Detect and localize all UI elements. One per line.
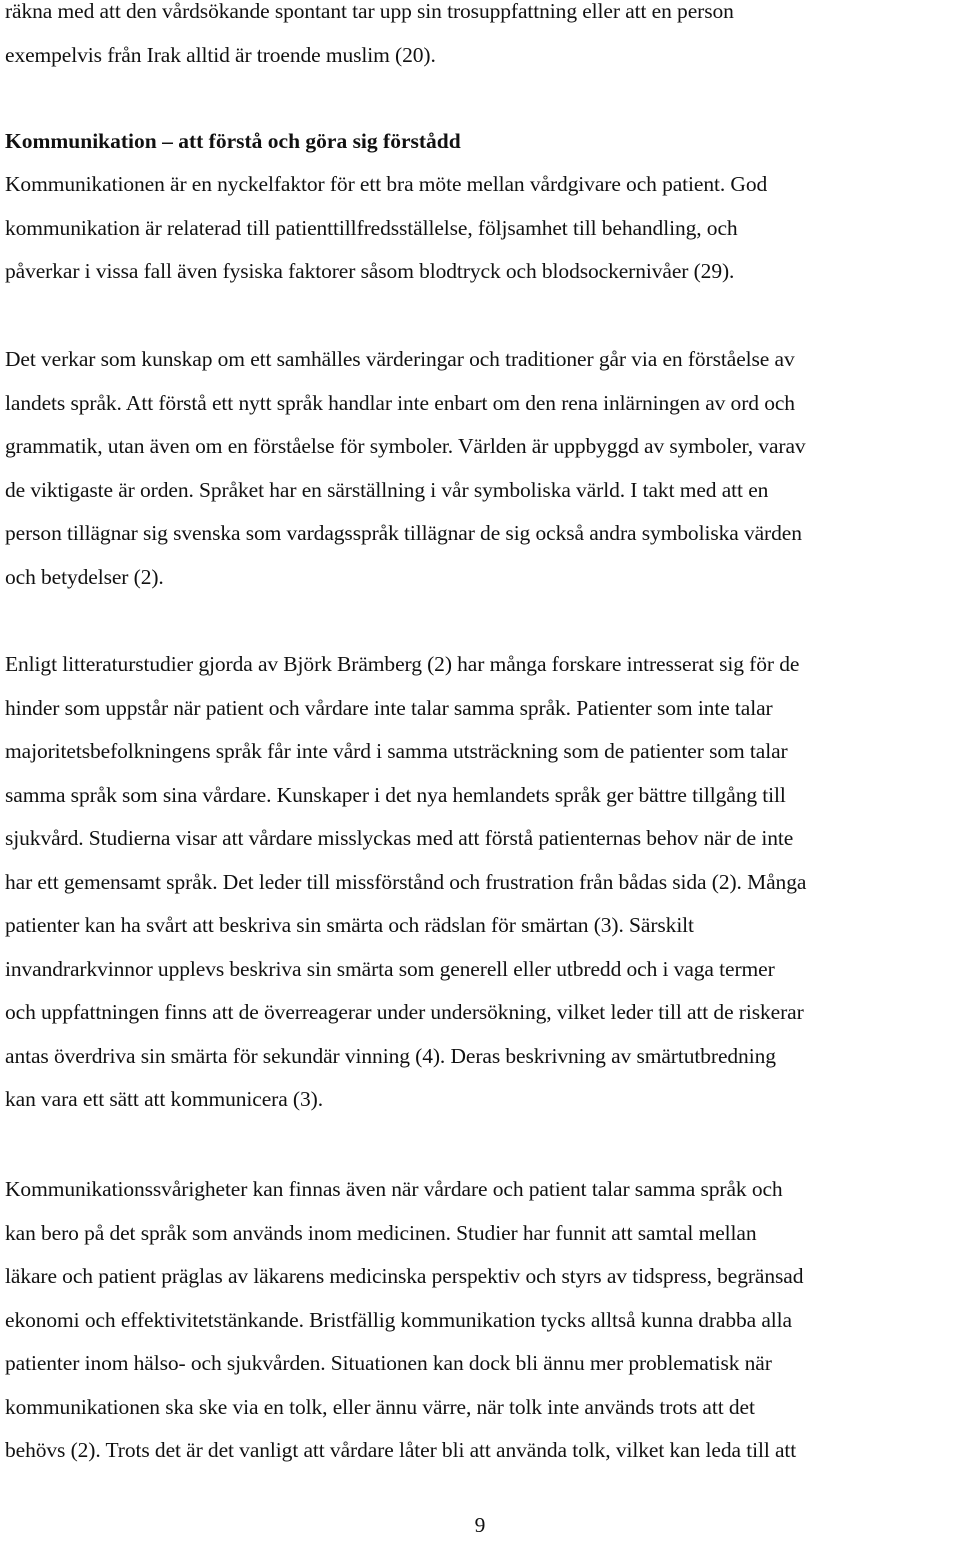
text-line: de viktigaste är orden. Språket har en särställning i vår symboliska värld. I takt med att en — [5, 477, 769, 502]
paragraph-1 — [5, 163, 960, 294]
text-line: har ett gemensamt språk. Det leder till missförstånd och frustration från bådas sida (2). Många — [5, 869, 807, 894]
paragraph-3 — [5, 643, 960, 1122]
text-line: Det verkar som kunskap om ett samhälles värderingar och traditioner går via en förståelse av — [5, 347, 795, 371]
text-line: påverkar i vissa fall även fysiska faktorer såsom blodtryck och blodsockernivåer (29). — [5, 259, 735, 283]
text-line: antas överdriva sin smärta för sekundär vinning (4). Deras beskrivning av smärtutbredning — [5, 1043, 776, 1068]
text-line: landets språk. Att förstå ett nytt språk handlar inte enbart om den rena inlärningen av ord och — [5, 390, 795, 415]
section-heading: Kommunikation – att förstå och göra sig förstådd — [5, 129, 461, 153]
text-line: Kommunikationssvårigheter kan finnas även när vårdare och patient talar samma språk och — [5, 1177, 783, 1201]
text-line: patienter inom hälso- och sjukvården. Situationen kan dock bli ännu mer problematisk när — [5, 1351, 772, 1375]
text-line: kommunikation är relaterad till patienttillfredsställelse, följsamhet till behandling, och — [5, 215, 738, 240]
text-line: Enligt litteraturstudier gjorda av Björk Brämberg (2) har många forskare intresserat sig för de — [5, 652, 800, 676]
text-line: behövs (2). Trots det är det vanligt att vårdare låter bli att använda tolk, vilket kan leda till att — [5, 1438, 797, 1462]
paragraph-4 — [5, 1168, 960, 1473]
text-line: hinder som uppstår när patient och vårdare inte talar samma språk. Patienter som inte talar — [5, 695, 773, 720]
text-line: person tillägnar sig svenska som vardagsspråk tillägnar de sig också andra symboliska värden — [5, 521, 802, 545]
paragraph-2 — [5, 338, 960, 599]
text-line: invandrarkvinnor upplevs beskriva sin smärta som generell eller utbredd och i vaga termer — [5, 956, 775, 981]
intro-paragraph — [5, 0, 960, 77]
text-line: kan vara ett sätt att kommunicera (3). — [5, 1087, 323, 1111]
text-line: samma språk som sina vårdare. Kunskaper i det nya hemlandets språk ger bättre tillgång till — [5, 782, 786, 807]
text-line: kan bero på det språk som används inom medicinen. Studier har funnit att samtal mellan — [5, 1220, 757, 1245]
text-line: grammatik, utan även om en förståelse för symboler. Världen är uppbyggd av symboler, varav — [5, 434, 806, 458]
text-line: exempelvis från Irak alltid är troende muslim (20). — [5, 42, 436, 67]
text-line: ekonomi och effektivitetstänkande. Bristfällig kommunikation tycks alltså kunna drabba alla — [5, 1307, 792, 1332]
page-number: 9 — [474, 1513, 486, 1537]
text-line: räkna med att den vårdsökande spontant tar upp sin trosuppfattning eller att en person — [5, 0, 734, 23]
text-line: Kommunikationen är en nyckelfaktor för ett bra möte mellan vårdgivare och patient. God — [5, 172, 768, 196]
text-line: och betydelser (2). — [5, 564, 164, 589]
text-line: sjukvård. Studierna visar att vårdare misslyckas med att förstå patienternas behov när de inte — [5, 826, 794, 850]
text-line: majoritetsbefolkningens språk får inte vård i samma utsträckning som de patienter som talar — [5, 739, 788, 763]
text-line: patienter kan ha svårt att beskriva sin smärta och rädslan för smärtan (3). Särskilt — [5, 913, 694, 937]
text-line: kommunikationen ska ske via en tolk, eller ännu värre, när tolk inte används trots att det — [5, 1394, 755, 1419]
text-line: och uppfattningen finns att de överreagerar under undersökning, vilket leder till att de riskerar — [5, 1000, 804, 1024]
text-line: läkare och patient präglas av läkarens medicinska perspektiv och styrs av tidspress, begränsad — [5, 1264, 804, 1288]
